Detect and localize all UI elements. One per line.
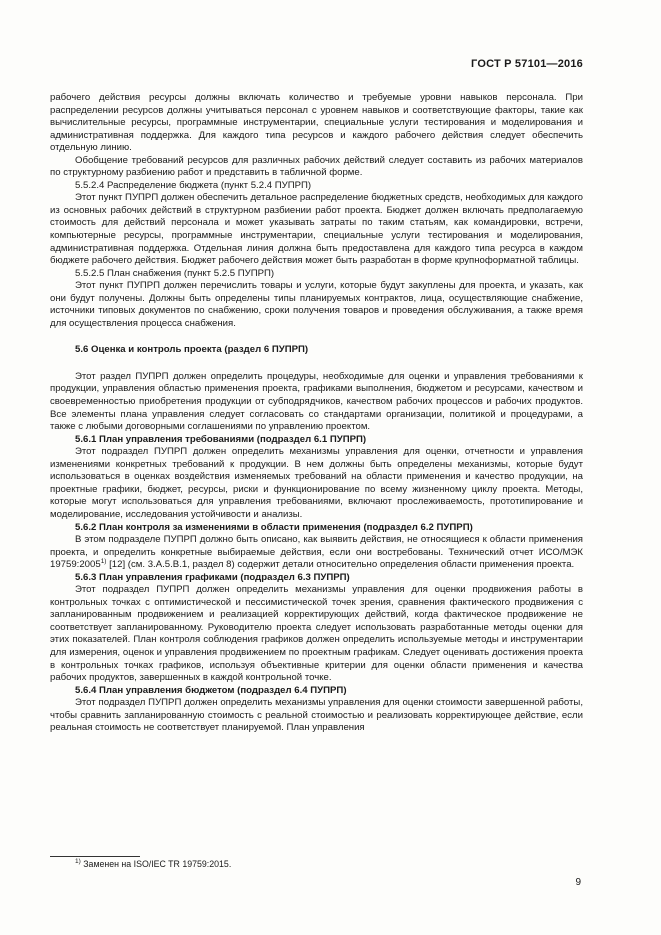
section-heading: 5.6 Оценка и контроль проекта (раздел 6 ПУПРП) (75, 344, 309, 356)
paragraph: Этот пункт ПУПРП должен обеспечить детальное распределение бюджетных средств, необходимых для каждого из основных рабочих действий в структурном разбиении работ проекта. Бюджет должен включать предполагаемую стоимость для действий персонала и может указывать затраты по таким статьям, как командировки, встречи, компьютерные ресурсы, программные инструментарии, специальные услуги тестирования и моделирования, административная поддержка. Отдельная линия должна быть предоставлена для каждого типа ресурса в каждом бюджете рабочего действия. Бюджет рабочего действия может быть разработан в форме крупноформатной таблицы. (50, 192, 583, 267)
footnote-marker: 1) (100, 558, 107, 566)
page-number: 9 (575, 877, 581, 888)
subsection-heading: 5.5.2.5 План снабжения (пункт 5.2.5 ПУПРП) (75, 267, 275, 279)
paragraph: Этот подраздел ПУПРП должен определить механизмы управления для оценки стоимости завершенной работы, чтобы сравнить запланированную стоимость с реальной стоимостью и реализовать корректирующее действие, если реальная стоимость не соответствует планируемой. План управления (50, 697, 583, 734)
footnote-text: Заменен на ISO/IEC TR 19759:2015. (83, 859, 232, 869)
paragraph-text: [12] (см. 3.А.5.В.1, раздел 8) содержит детали относительно определения области применения проекта. (109, 559, 575, 571)
document-body (50, 92, 583, 735)
section-gap (50, 357, 583, 371)
subsection-heading: 5.6.3 План управления графиками (подраздел 6.3 ПУПРП) (75, 571, 350, 583)
subsection-heading: 5.6.1 План управления требованиями (подраздел 6.1 ПУПРП) (75, 433, 367, 445)
paragraph: рабочего действия ресурсы должны включать количество и требуемые уровни навыков персонала. При распределении ресурсов должны учитываться персонал с уровнем навыков и соответствующие факторы, такие как вычислительные ресурсы, программные инструментарии, специальные услуги тестирования и моделирования и административная поддержка. Для каждого типа ресурсов и каждого рабочего действия следует обеспечить отдельную линию. (50, 92, 583, 154)
paragraph: Обобщение требований ресурсов для различных рабочих действий следует составить из рабочих материалов по структурному разбиению работ и представить в табличной форме. (50, 154, 583, 179)
subsection-heading: 5.6.4 План управления бюджетом (подраздел 6.4 ПУПРП) (75, 684, 347, 696)
footnote (75, 859, 231, 870)
paragraph-text: В этом подразделе ПУПРП должно быть описано, как выявить действия, не относящиеся к области применения проекта, и определить конкретные выбираемые действия, если они востребованы. Технический отчет ИСО/МЭК 19759:2005 (50, 534, 583, 571)
footnote-divider (50, 856, 140, 857)
paragraph: Этот подраздел ПУПРП должен определить механизмы управления для оценки продвижения работы в контрольных точках с оптимистической и пессимистической точек зрения, сравнения фактического продвижения с запланированным продвижением и реализацией корректирующих действий, когда фактическое продвижение не соответствует запланированному. Руководителю проекта следует использовать разработанные методы оценки для этих показателей. План контроля соблюдения графиков должен определить используемые методы и инструментарии для измерения, оценок и управления продвижением по проектным графикам. Следует оценивать достижения проекта в контрольных точках графиков, используя объективные критерии для оценки области применения и качества рабочих продуктов, завершенных в каждой контрольной точке. (50, 584, 583, 684)
paragraph: Этот подраздел ПУПРП должен определить механизмы управления для оценки, отчетности и управления изменениями конкретных требований к продукции. В нем должны быть определены механизмы, которые будут использоваться в оценках воздействия изменяемых требований на области применения и качество продукции, на проектные графики, бюджет, ресурсы, риски и функционирование по всему жизненному циклу проекта. Методы, которые могут использоваться для управления требованиями, включают прослеживаемость, прототипирование и моделирование, исследования устойчивости и анализы. (50, 446, 583, 520)
paragraph: Этот раздел ПУПРП должен определить процедуры, необходимые для оценки и управления требованиями к продукции, управления областью применения проекта, графиками выполнения, бюджетом и ресурсами, качеством и своевременностью приобретения продукции от субподрядчиков, качеством рабочих процессов и рабочих продуктов. Все элементы плана управления следует согласовать со стандартами организации, политикой и процедурами, а также с любыми договорными соглашениями по управлению проектом. (50, 370, 583, 433)
paragraph: Этот пункт ПУПРП должен перечислить товары и услуги, которые будут закуплены для проекта, и указать, как они будут получены. Должны быть определены типы планируемых контрактов, лица, осуществляющие снабжение, источники типовых документов по снабжению, сроки получения товаров и проведения обслуживания, а также время для осуществления процесса снабжения. (50, 280, 583, 329)
paragraph (50, 534, 583, 572)
document-id-header: ГОСТ Р 57101—2016 (471, 58, 583, 70)
section-gap (50, 330, 583, 344)
subsection-heading: 5.6.2 План контроля за изменениями в области применения (подраздел 6.2 ПУПРП) (75, 521, 473, 533)
footnote-marker: 1) (75, 858, 81, 865)
subsection-heading: 5.5.2.4 Распределение бюджета (пункт 5.2.4 ПУПРП) (75, 179, 312, 191)
